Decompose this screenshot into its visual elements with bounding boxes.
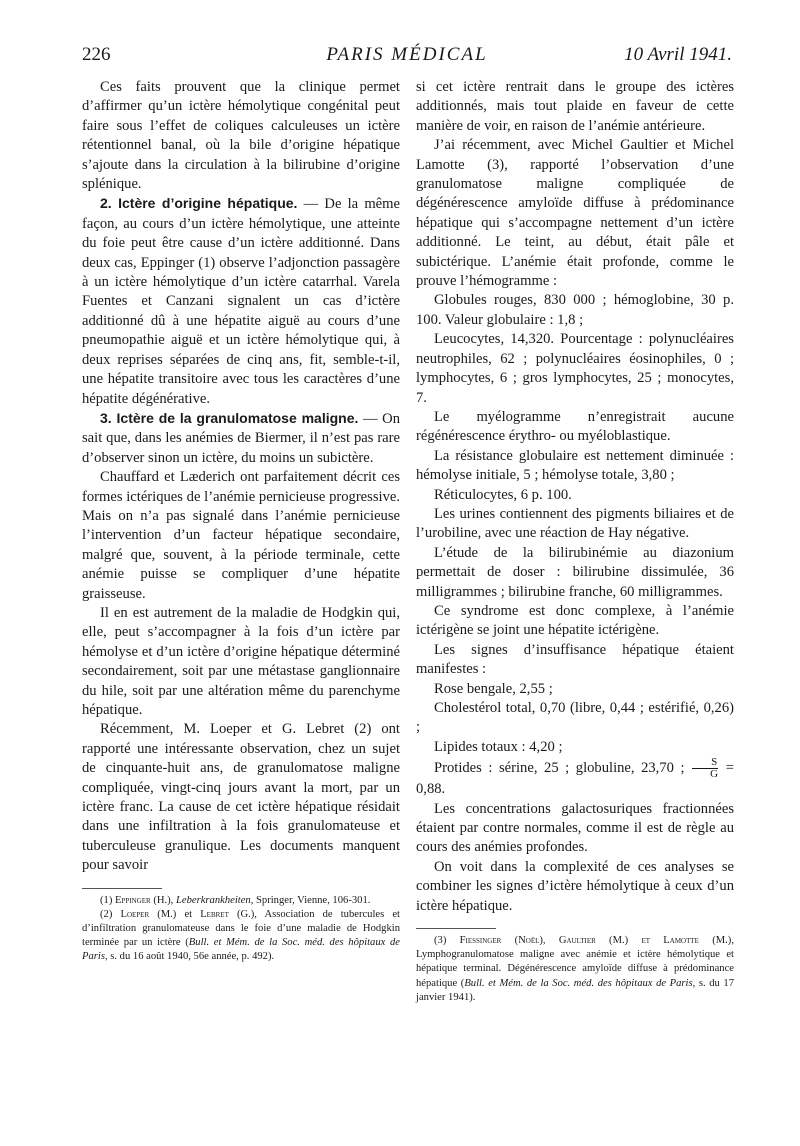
left-column [82,78,400,965]
paragraph: Rose bengale, 2,55 ; [434,680,553,697]
footnote-number: (1) [100,894,116,906]
section-body: — De la même façon, au cours d’un ictère hémolytique, une atteinte du foie peut être cause d’un ictère additionné. Dans deux cas, Eppinger (1) observe l’adjonction passagère à un ictère hémolytique d’un ictère catarrhal. Varela Fuentes et Canzani signalent un cas d’ictère additionné dû à une hépatite aiguë au cours d’une pneumopathie aiguë et un ictère hémolytique qui, à deux reprises séparées de cinq ans, fit, semble-t-il, une hépatite transitoire avec tous les caractères d’une hépatite dégénérative. [82,196,400,407]
paragraph: Chauffard et Læderich ont parfaitement décrit ces formes ictériques de l’anémie pernicieuse progressive. Mais on n’a pas signalé dans l’anémie pernicieuse l’intervention d’un facteur hépatique secondaire, malgré que, souvent, à la période terminale, cette anémie puisse se compliquer d’une hépatite graisseuse. [82,469,400,602]
footnote-title: Leberkrankheiten [175,894,251,906]
footnote-1 [82,894,400,908]
footnote-text: (M.) et [149,908,201,920]
equation-text: Protides : sérine, 25 ; globuline, 23,70 ; [434,760,692,777]
footnote-divider [416,928,496,929]
section-heading: 3. Ictère de la granulomatose maligne. [100,409,359,426]
footnote-text: , s. du 16 août 1940, 56e année, p. 492). [104,951,275,963]
right-column [416,78,734,1005]
footnote-author: Eppinger [115,894,151,906]
paragraph: Ces faits prouvent que la clinique permet d’affirmer qu’un ictère hémolytique congénital peut faire sous l’effet de coliques calculeuses un ictère rétentionnel banal, où la bile d’origine hépatique s’ajoute dans la circulation à la bilirubine d’origine splénique. [82,79,400,193]
footnote-text: (G.), Association de tubercules et d’infiltration granulomateuse dans le foie d’une maladie de Hodgkin terminée par un ictère ( [82,908,400,949]
paragraph: Leucocytes, 14,320. Pourcentage : polynucléaires neutrophiles, 62 ; polynucléaires éosinophiles, 0 ; lymphocytes, 6 ; gros lymphocytes, 25 ; monocytes, 7. [416,331,734,406]
paragraph: L’étude de la bilirubinémie au diazonium permettait de doser : bilirubine dissimulée, 36 milligrammes ; bilirubine franche, 60 milligrammes. [416,544,734,600]
section-2 [82,194,400,408]
issue-date: 10 Avril 1941. [624,44,732,65]
footnote-author: Fiessinger (Noël), Gaultier (M.) et Lamotte (M.) [459,935,732,947]
fraction-numerator: S [692,757,718,769]
section-3 [82,409,400,468]
paragraph: Récemment, M. Loeper et G. Lebret (2) ont rapporté une intéressante observation, chez un sujet de cinquante-huit ans, de granulomatose maligne compliquée, vingt-cinq jours avant la mort, par un ictère franc. La cause de cet ictère hépatique résidait dans une infiltration à la fois granulomateuse et tuberculeuse granulique. Les documents manquent pour savoir [82,721,400,874]
footnote-text: , s. du 17 janvier 1941). [416,977,735,1003]
paragraph: Lipides totaux : 4,20 ; [434,738,563,755]
footnote-journal: Bull. et Mém. de la Soc. méd. des hôpitaux de Paris [82,937,400,963]
paragraph: Réticulocytes, 6 p. 100. [434,486,572,503]
page-number: 226 [82,44,111,65]
protides-equation [416,757,734,799]
paragraph: Les concentrations galactosuriques fractionnées étaient par contre normales, comme il est de règle au cours des anémies profondes. [416,800,734,856]
paragraph: Les signes d’insuffisance hépatique étaient manifestes : [416,641,734,678]
footnote-text: , Springer, Vienne, 106-301. [250,894,371,906]
journal-title: PARIS MÉDICAL [326,44,488,65]
footnote-number: (3) [434,935,460,947]
paragraph: Ce syndrome est donc complexe, à l’anémie ictérigène se joint une hépatite ictérigène. [416,602,734,639]
paragraph: La résistance globulaire est nettement diminuée : hémolyse initiale, 5 ; hémolyse totale, 3,80 ; [416,447,734,484]
paragraph: Les urines contiennent des pigments biliaires et de l’urobiline, avec une réaction de Hay négative. [416,505,734,542]
footnote-3 [416,934,734,1005]
footnote-text: (H.), [150,894,176,906]
page-header [82,44,732,76]
paragraph: Cholestérol total, 0,70 (libre, 0,44 ; estérifié, 0,26) ; [416,700,734,736]
footnote-journal: Bull. et Mém. de la Soc. méd. des hôpitaux de Paris [464,977,693,989]
section-body: — On sait que, dans les anémies de Biermer, il n’est pas rare d’observer sinon un ictère, du moins un subictère. [82,410,400,466]
footnote-2 [82,908,400,965]
paragraph: Le myélogramme n’enregistrait aucune régénérescence érythro- ou myéloblastique. [416,408,734,445]
footnote-author: Loeper [120,908,150,920]
paragraph: On voit dans la complexité de ces analyses se combiner les signes d’ictère hémolytique à ceux d’un ictère hépatique. [416,858,734,914]
footnote-text: , Lymphogranulomatose maligne avec anémie et ictère hémolytique et hépatique terminal. Dégénérescence amyloïde diffuse à prédominance hépatique ( [416,935,734,989]
paragraph: si cet ictère rentrait dans le groupe des ictères additionnés, mais tout plaide en faveur de cette manière de voir, en raison de l’anémie antérieure. [416,79,734,134]
section-heading: 2. Ictère d’origine hépatique. [100,195,298,212]
footnote-author: Lebret [200,908,229,920]
fraction-denominator: G [710,768,719,781]
footnote-divider [82,888,162,889]
paragraph: J’ai récemment, avec Michel Gaultier et Michel Lamotte (3), rapporté l’observation d’une granulomatose maligne compliquée de dégénérescence amyloïde diffuse à prédominance hépatique qui s’accompagne nettement d’un ictère additionné. Le teint, au début, était pâle et subictérique. L’anémie était profonde, comme le prouve l’hémogramme : [416,137,734,290]
ratio-fraction [692,757,718,780]
equation-text: = 0,88. [416,760,734,798]
footnote-number: (2) [100,908,121,920]
paragraph: Il en est autrement de la maladie de Hodgkin qui, elle, peut s’accompagner à la fois d’un ictère par hémolyse et d’un ictère d’origine hépatique déterminé secondairement, soit par une métastase ganglionnaire du hile, soit par une altération même du parenchyme hépatique. [82,604,400,718]
paragraph: Globules rouges, 830 000 ; hémoglobine, 30 p. 100. Valeur globulaire : 1,8 ; [416,292,734,328]
